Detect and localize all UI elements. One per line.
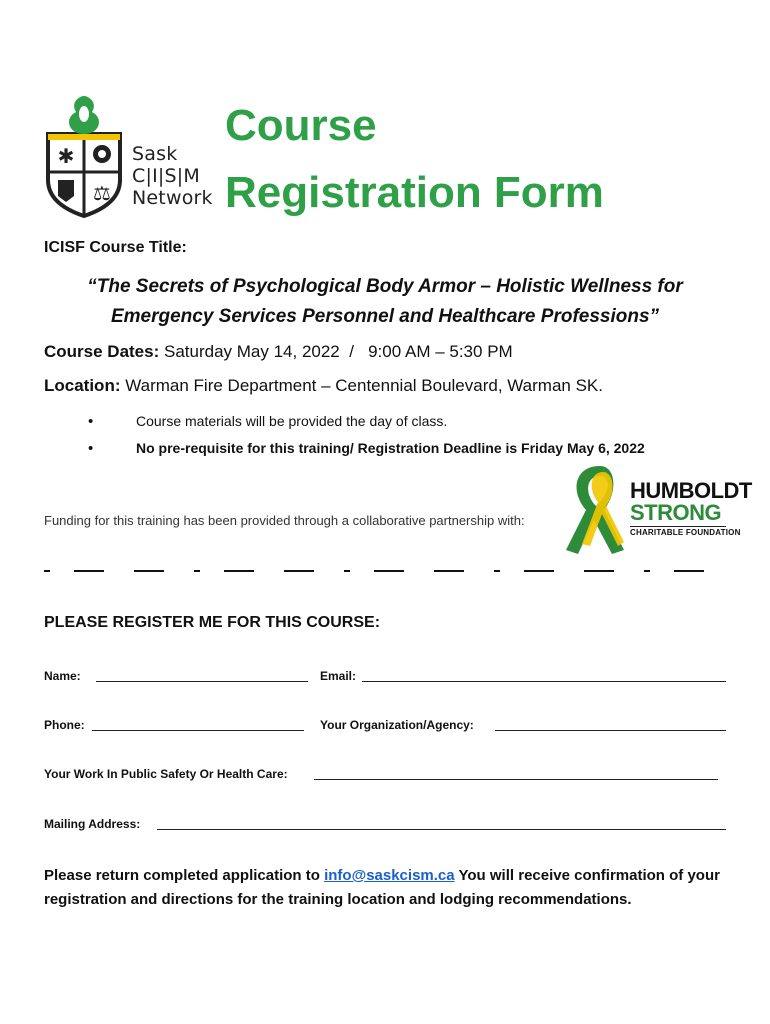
course-location [44,376,603,396]
course-title: “The Secrets of Psychological Body Armor – Holistic Wellness for Emergency Services Personnel and Healthcare Professions” [87,276,683,327]
logo-wordmark [132,143,213,209]
course-dates-label: Course Dates: [44,342,160,361]
bullet-marker: • [88,413,94,430]
email-link[interactable]: info@saskcism.ca [324,867,455,884]
sask-cism-logo [42,96,132,220]
mailing-address-field[interactable] [157,829,726,830]
logo-line-sask: Sask [132,143,178,165]
email-label: Email: [320,669,357,683]
course-title-label: ICISF Course Title: [44,239,187,256]
work-label: Your Work In Public Safety Or Health Care: [44,767,288,781]
course-location-value: Warman Fire Department – Centennial Boulevard, Warman SK. [120,376,603,395]
return-instructions [44,864,734,912]
bullet-marker: • [88,440,94,457]
return-text-before: Please return completed application to [44,867,325,884]
course-dates-value: Saturday May 14, 2022 / 9:00 AM – 5:30 PM [159,342,513,361]
course-dates [44,342,513,362]
logo-line-network: Network [132,187,213,209]
organization-field[interactable] [495,730,726,731]
page-title-line1: Course [225,101,377,150]
svg-text:⚖: ⚖ [93,181,111,205]
bullet-deadline: No pre-requisite for this training/ Registration Deadline is Friday May 6, 2022 [136,440,645,456]
page-title-line2: Registration Form [225,168,604,217]
funding-text: Funding for this training has been provided through a collaborative partnership with: [44,513,525,528]
name-label: Name: [44,669,81,683]
cut-line [44,566,726,576]
register-heading: PLEASE REGISTER ME FOR THIS COURSE: [44,614,381,631]
mailing-address-label: Mailing Address: [44,817,141,831]
phone-label: Phone: [44,718,85,732]
phone-field[interactable] [92,730,304,731]
ribbon-icon [560,462,634,556]
sponsor-strong: STRONG [630,500,722,525]
organization-label: Your Organization/Agency: [320,718,474,732]
course-location-label: Location: [44,376,121,395]
email-field[interactable] [362,681,726,682]
svg-text:✱: ✱ [57,144,75,168]
return-text-after: You will receive confirmation of your registration and directions for the training location and lodging recommendations. [44,867,720,908]
bullet-materials: Course materials will be provided the day of class. [136,413,448,429]
logo-line-cism: C|I|S|M [132,165,200,187]
name-field[interactable] [96,681,308,682]
sponsor-name: HUMBOLDT [630,478,752,503]
work-field[interactable] [314,779,718,780]
sponsor-divider [630,526,726,527]
sponsor-subtitle: CHARITABLE FOUNDATION [630,528,741,537]
